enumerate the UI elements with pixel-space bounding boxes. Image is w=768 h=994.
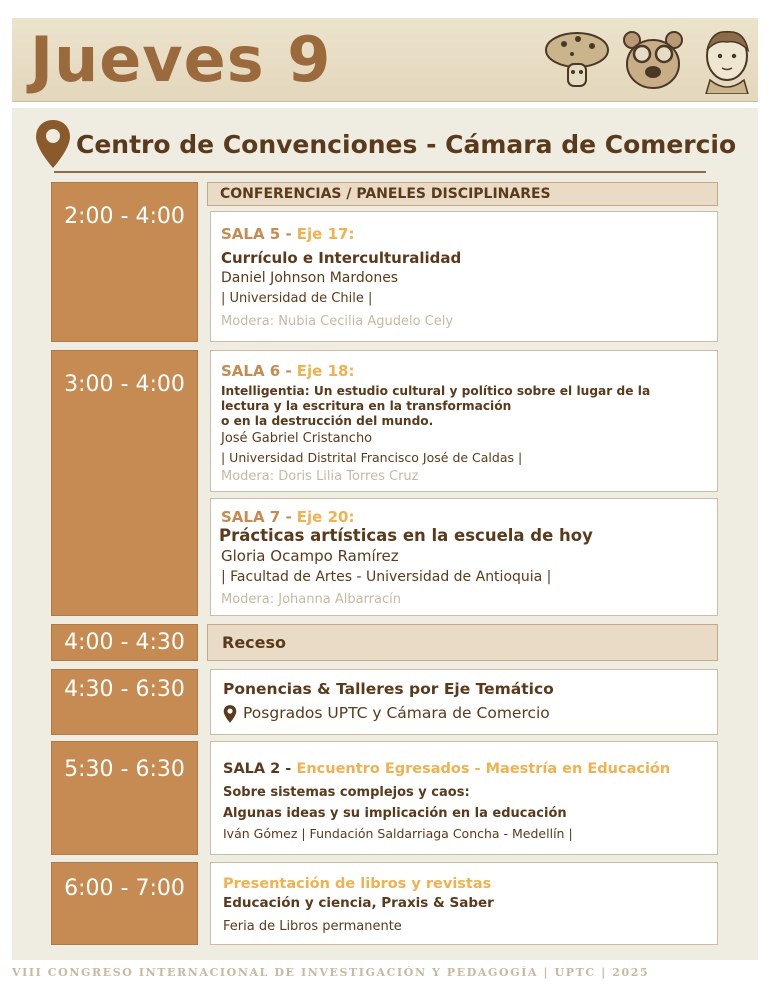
time-slot-ponencias bbox=[51, 669, 198, 735]
title-line: Intelligentia: Un estudio cultural y político sobre el lugar de la bbox=[221, 384, 651, 398]
time-label: 4:30 - 6:30 bbox=[64, 677, 185, 702]
event-note: Feria de Libros permanente bbox=[223, 919, 402, 934]
speaker-name: José Gabriel Cristancho bbox=[221, 431, 373, 446]
child-portrait-illustration-icon bbox=[692, 24, 762, 94]
header-banner bbox=[12, 18, 758, 102]
venue-title: Centro de Convenciones - Cámara de Comercio bbox=[76, 130, 737, 159]
sala-label: SALA 2 - bbox=[223, 761, 292, 777]
footer-text: VIII CONGRESO INTERNACIONAL DE INVESTIGACIÓN Y PEDAGOGÍA | UPTC | 2025 bbox=[12, 966, 650, 979]
page-title: Jueves 9 bbox=[30, 23, 332, 96]
time-slot-receso bbox=[51, 624, 198, 661]
moderator: Modera: Nubia Cecilia Agudelo Cely bbox=[221, 314, 454, 329]
location-pin-icon bbox=[223, 704, 237, 724]
speaker-name: Gloria Ocampo Ramírez bbox=[221, 547, 399, 565]
subtitle-line: Sobre sistemas complejos y caos: bbox=[223, 785, 470, 800]
time-label: 2:00 - 4:00 bbox=[64, 204, 185, 229]
time-label: 3:00 - 4:00 bbox=[64, 372, 185, 397]
speaker-name: Daniel Johnson Mardones bbox=[221, 270, 399, 286]
event-subtitle: Educación y ciencia, Praxis & Saber bbox=[223, 895, 494, 911]
speaker-affiliation: | Universidad Distrital Francisco José de Caldas | bbox=[221, 450, 523, 465]
event-title: Encuentro Egresados - Maestría en Educación bbox=[296, 761, 671, 777]
sala-label: SALA 5 - bbox=[221, 225, 292, 243]
session-title: Prácticas artísticas en la escuela de hoy bbox=[219, 526, 593, 545]
eje-label: Eje 18: bbox=[296, 362, 355, 380]
session-subtitle bbox=[223, 782, 567, 824]
ponencias-location: Posgrados UPTC y Cámara de Comercio bbox=[243, 704, 550, 722]
venue-divider bbox=[54, 171, 706, 173]
eje-label: Eje 17: bbox=[296, 225, 355, 243]
session-title: Currículo e Interculturalidad bbox=[221, 249, 462, 267]
subtitle-line: Algunas ideas y su implicación en la educación bbox=[223, 806, 567, 821]
section-band bbox=[207, 182, 718, 206]
receso-band bbox=[207, 624, 718, 661]
time-label: 5:30 - 6:30 bbox=[64, 757, 185, 782]
title-line: o en la destrucción del mundo. bbox=[221, 414, 434, 428]
presentacion-card bbox=[210, 862, 718, 945]
session-card-sala-7 bbox=[210, 498, 718, 616]
section-band-label: CONFERENCIAS / PANELES DISCIPLINARES bbox=[220, 186, 551, 202]
time-label: 4:00 - 4:30 bbox=[64, 630, 185, 655]
ponencias-card bbox=[210, 669, 718, 735]
eje-label: Eje 20: bbox=[296, 508, 355, 526]
sala-label: SALA 7 - bbox=[221, 508, 292, 526]
session-card-sala-6 bbox=[210, 350, 718, 492]
moderator: Modera: Johanna Albarracín bbox=[221, 592, 401, 607]
session-title bbox=[221, 384, 650, 429]
event-title: Presentación de libros y revistas bbox=[223, 876, 492, 892]
time-slot-presentacion bbox=[51, 862, 198, 945]
receso-label: Receso bbox=[222, 633, 287, 652]
session-card-sala-2 bbox=[210, 741, 718, 855]
mushroom-illustration-icon bbox=[542, 24, 612, 94]
speaker-info: Iván Gómez | Fundación Saldarriaga Concha - Medellín | bbox=[223, 826, 573, 841]
time-slot-block-1 bbox=[51, 182, 198, 342]
speaker-affiliation: | Universidad de Chile | bbox=[221, 291, 373, 306]
session-card-sala-5 bbox=[210, 211, 718, 342]
moderator: Modera: Doris Lilia Torres Cruz bbox=[221, 469, 419, 484]
time-slot-sala-2 bbox=[51, 741, 198, 855]
time-label: 6:00 - 7:00 bbox=[64, 876, 185, 901]
sala-label: SALA 6 - bbox=[221, 362, 292, 380]
location-pin-icon bbox=[34, 118, 72, 170]
time-slot-block-2 bbox=[51, 350, 198, 616]
ponencias-title: Ponencias & Talleres por Eje Temático bbox=[223, 680, 554, 698]
title-line: lectura y la escritura en la transformación bbox=[221, 399, 512, 413]
speaker-affiliation: | Facultad de Artes - Universidad de Antioquia | bbox=[221, 569, 552, 585]
bear-goggles-illustration-icon bbox=[618, 24, 688, 94]
